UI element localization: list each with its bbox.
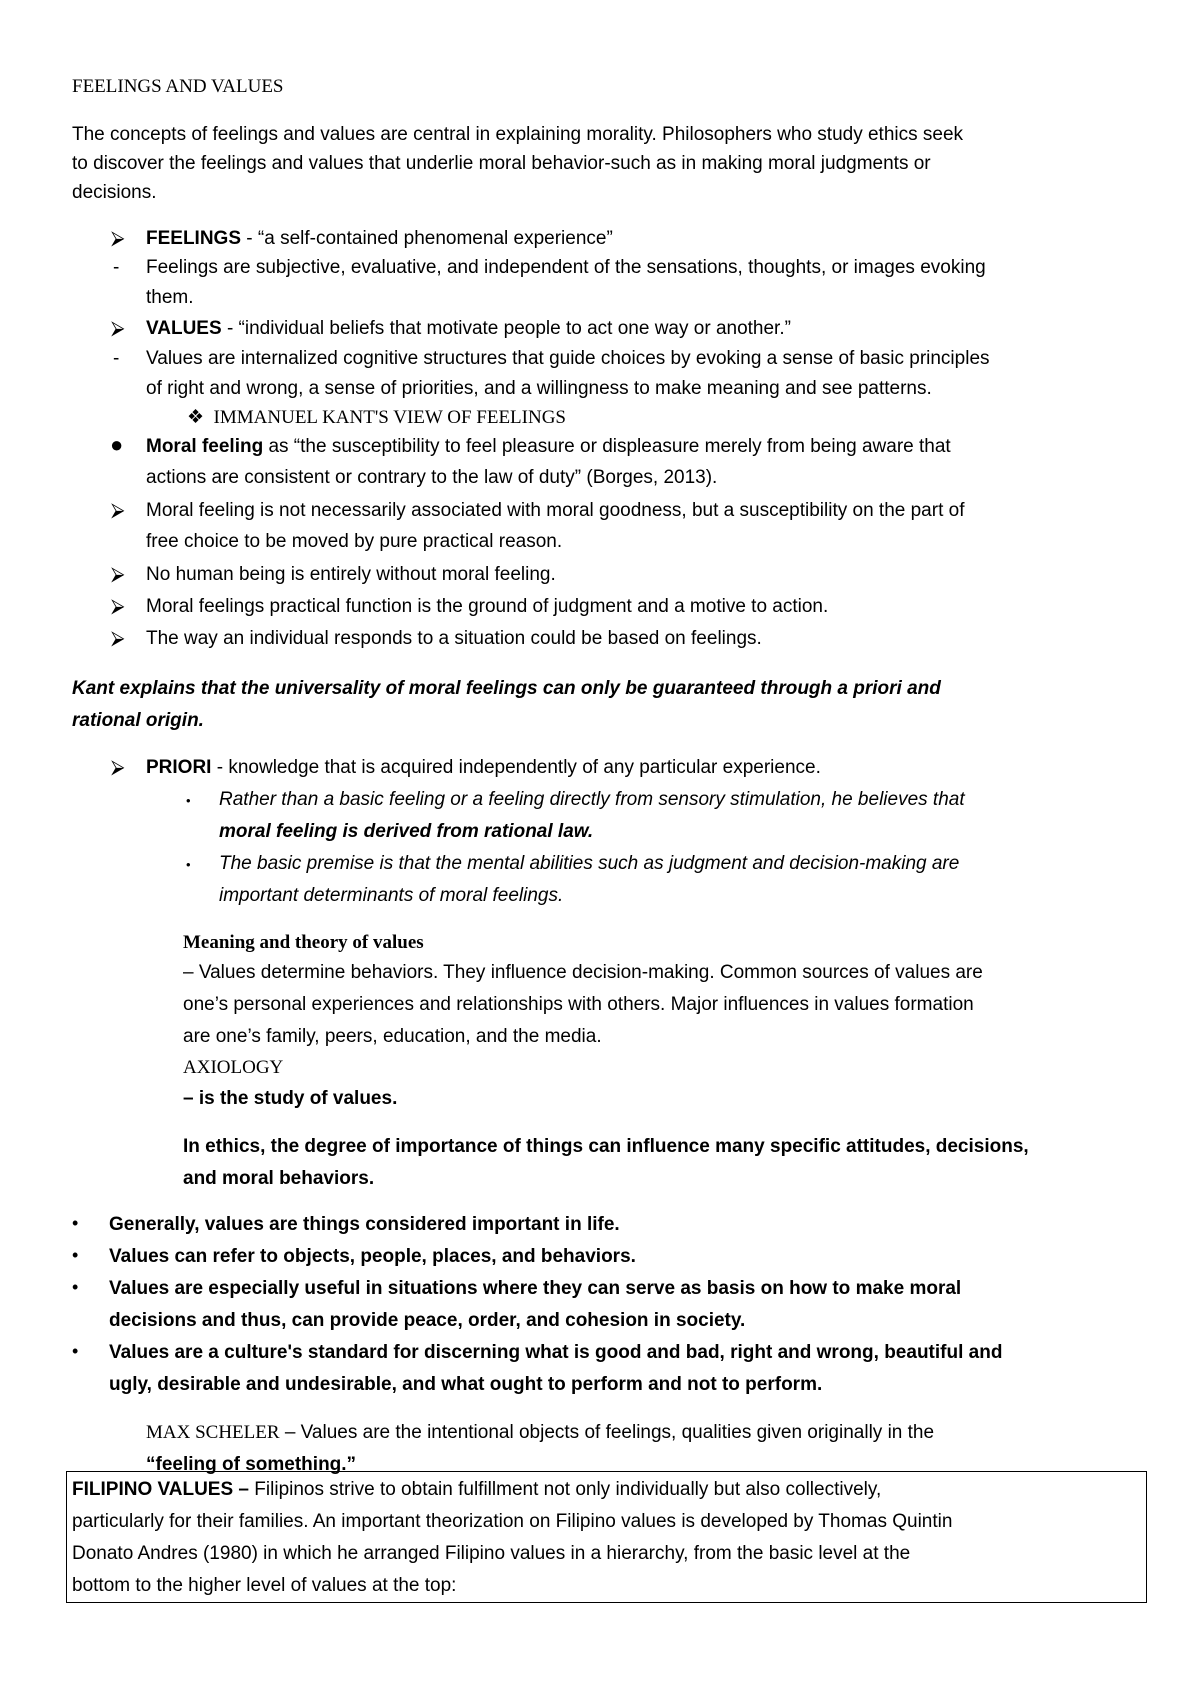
kant-heading-text: IMMANUEL KANT'S VIEW OF FEELINGS	[213, 407, 567, 428]
values-detail: of right and wrong, a sense of priorities, and a willingness to make meaning and see patterns.	[146, 378, 932, 399]
priori-sub-point: The basic premise is that the mental abilities such as judgment and decision-making are	[219, 853, 960, 874]
bullet-dot-icon: •	[72, 1245, 79, 1265]
general-point: Values are especially useful in situations where they can serve as basis on how to make moral	[109, 1278, 962, 1299]
intro-line: to discover the feelings and values that underlie moral behavior-such as in making moral judgments or	[72, 153, 931, 174]
values-definition	[146, 318, 791, 340]
general-point-cont: decisions and thus, can provide peace, order, and cohesion in society.	[109, 1310, 746, 1331]
intro-line: The concepts of feelings and values are central in explaining morality. Philosophers who study ethics seek	[72, 124, 964, 145]
meaning-heading: Meaning and theory of values	[183, 932, 424, 953]
bullet-dot-icon: •	[72, 1341, 79, 1361]
moral-feeling-definition	[146, 436, 951, 458]
arrow-bullet-icon: ⮚	[111, 318, 125, 339]
priori-sub-point: Rather than a basic feeling or a feeling directly from sensory stimulation, he believes that	[219, 789, 965, 810]
priori-def: - knowledge that is acquired independently of any particular experience.	[211, 757, 821, 778]
bullet-dot-icon: ●	[110, 432, 124, 457]
values-term: VALUES	[146, 318, 222, 339]
feelings-definition	[146, 228, 613, 250]
arrow-bullet-icon: ⮚	[111, 228, 125, 249]
dash-bullet: -	[113, 348, 120, 369]
arrow-bullet-icon: ⮚	[111, 596, 125, 617]
general-point: Generally, values are things considered important in life.	[109, 1214, 620, 1235]
diamond-bullet-icon: ❖	[187, 407, 205, 428]
dash-bullet: -	[113, 257, 120, 278]
filipino-line: particularly for their families. An important theorization on Filipino values is developed by Thomas Quintin	[72, 1511, 953, 1532]
moral-feeling-def: as “the susceptibility to feel pleasure or displeasure merely from being aware that	[263, 436, 951, 457]
priori-definition	[146, 757, 821, 779]
axiology-heading: AXIOLOGY	[183, 1057, 284, 1078]
filipino-line: bottom to the higher level of values at the top:	[72, 1575, 457, 1596]
moral-feeling-term: Moral feeling	[146, 436, 264, 457]
general-point: Values can refer to objects, people, places, and behaviors.	[109, 1246, 636, 1267]
feelings-def: - “a self-contained phenomenal experience”	[241, 228, 613, 249]
feelings-detail: Feelings are subjective, evaluative, and independent of the sensations, thoughts, or images evoking	[146, 257, 986, 278]
document-title: FEELINGS AND VALUES	[72, 76, 284, 97]
filipino-text: Filipinos strive to obtain fulfillment not only individually but also collectively,	[249, 1479, 882, 1500]
scheler-quote: “feeling of something.”	[146, 1454, 357, 1475]
values-def: - “individual beliefs that motivate people to act one way or another.”	[221, 318, 791, 339]
scheler-name: MAX SCHELER	[146, 1422, 280, 1443]
filipino-term: FILIPINO VALUES –	[72, 1479, 250, 1500]
bullet-dot-icon: •	[72, 1277, 79, 1297]
priori-sub-point-cont: moral feeling is derived from rational law.	[219, 821, 594, 842]
filipino-line	[72, 1479, 881, 1501]
kant-heading	[187, 406, 566, 429]
meaning-line: are one’s family, peers, education, and the media.	[183, 1026, 602, 1047]
filipino-line: Donato Andres (1980) in which he arranged Filipino values in a hierarchy, from the basic level at the	[72, 1543, 911, 1564]
scheler-statement	[146, 1422, 934, 1444]
general-point-cont: ugly, desirable and undesirable, and what ought to perform and not to perform.	[109, 1374, 823, 1395]
priori-sub-point-cont: important determinants of moral feelings.	[219, 885, 564, 906]
kant-point: The way an individual responds to a situation could be based on feelings.	[146, 628, 762, 649]
kant-universality: Kant explains that the universality of moral feelings can only be guaranteed through a priori and	[72, 678, 941, 699]
arrow-bullet-icon: ⮚	[111, 500, 125, 521]
kant-point: No human being is entirely without moral feeling.	[146, 564, 556, 585]
ethics-statement: In ethics, the degree of importance of things can influence many specific attitudes, decisions,	[183, 1136, 1029, 1157]
ethics-statement-cont: and moral behaviors.	[183, 1168, 375, 1189]
bullet-dot-icon: •	[72, 1213, 79, 1233]
kant-point: Moral feeling is not necessarily associated with moral goodness, but a susceptibility on the part of	[146, 500, 965, 521]
scheler-def: – Values are the intentional objects of feelings, qualities given originally in the	[279, 1422, 935, 1443]
feelings-detail: them.	[146, 287, 194, 308]
meaning-line: – Values determine behaviors. They influence decision-making. Common sources of values are	[183, 962, 983, 983]
axiology-definition: – is the study of values.	[183, 1088, 398, 1109]
arrow-bullet-icon: ⮚	[111, 628, 125, 649]
general-point: Values are a culture's standard for discerning what is good and bad, right and wrong, beautiful and	[109, 1342, 1003, 1363]
meaning-line: one’s personal experiences and relationships with others. Major influences in values formation	[183, 994, 974, 1015]
arrow-bullet-icon: ⮚	[111, 757, 125, 778]
moral-feeling-def-cont: actions are consistent or contrary to the law of duty” (Borges, 2013).	[146, 467, 718, 488]
kant-point-cont: free choice to be moved by pure practical reason.	[146, 531, 563, 552]
small-bullet-icon: •	[186, 793, 191, 808]
intro-line: decisions.	[72, 182, 157, 203]
values-detail: Values are internalized cognitive structures that guide choices by evoking a sense of basic principles	[146, 348, 990, 369]
priori-term: PRIORI	[146, 757, 212, 778]
kant-universality-cont: rational origin.	[72, 710, 204, 731]
feelings-term: FEELINGS	[146, 228, 242, 249]
kant-point: Moral feelings practical function is the ground of judgment and a motive to action.	[146, 596, 829, 617]
small-bullet-icon: •	[186, 857, 191, 872]
arrow-bullet-icon: ⮚	[111, 564, 125, 585]
